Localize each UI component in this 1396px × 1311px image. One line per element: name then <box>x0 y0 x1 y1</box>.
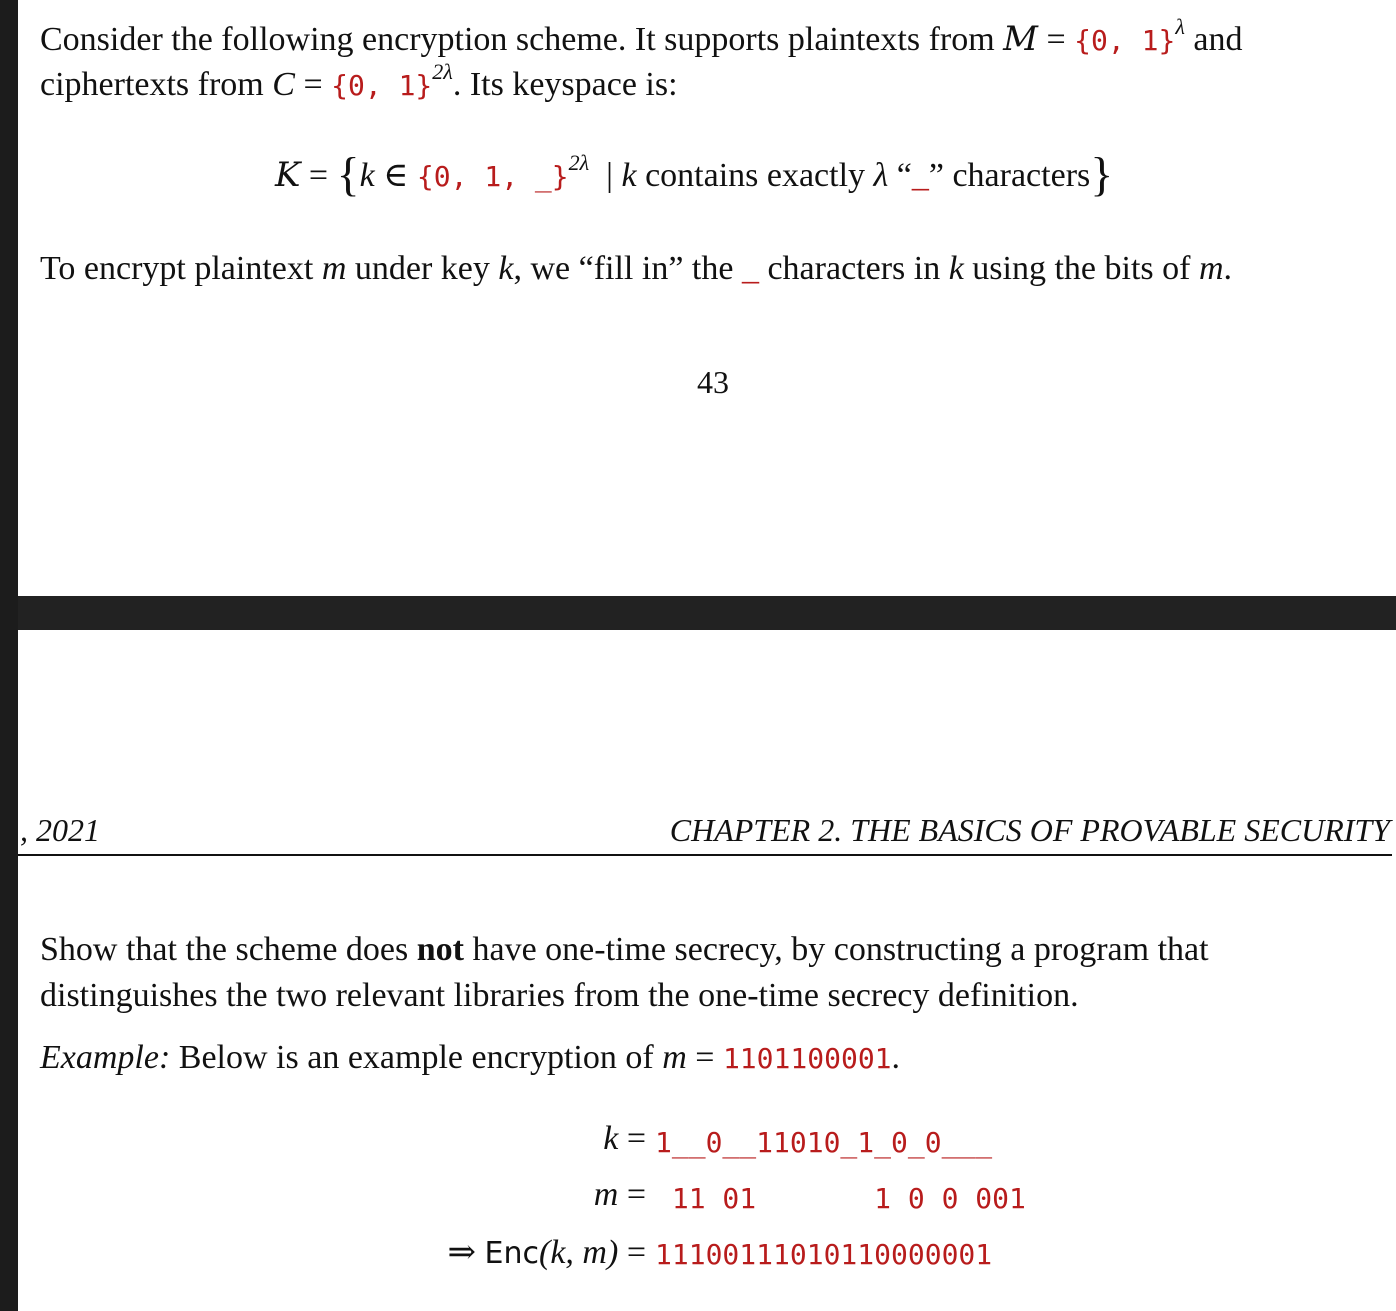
intro-text: Consider the following encryption scheme. It supports plaintexts from <box>40 21 995 58</box>
encrypt-description: To encrypt plaintext m under key k, we “fill in” the _ characters in k using the bits of m. <box>40 250 1233 287</box>
and-word: and <box>1193 21 1243 58</box>
m-var-2: m <box>1198 250 1224 287</box>
example-m-row <box>0 1176 1396 1222</box>
element-of-symbol: ∈ <box>383 157 409 194</box>
show-line-1 <box>40 927 1209 973</box>
example-m-value: 1101100001 <box>722 1042 892 1075</box>
m-value: 11 01 1 0 0 001 <box>655 1182 1026 1215</box>
show-text-a: Show that the scheme does <box>40 931 409 968</box>
encrypt-text-b: under key <box>354 250 490 287</box>
example-text: Below is an example encryption of <box>178 1039 654 1076</box>
show-text-b: have one-time secrecy, by constructing a program that <box>472 931 1209 968</box>
implies-arrow: ⇒ <box>447 1234 477 1271</box>
lambda-exponent: λ <box>1175 14 1185 39</box>
left-brace: { <box>336 148 360 201</box>
keyspace-symbol: K <box>275 155 301 195</box>
example-line: Example: Below is an example encryption of m = 1101100001. <box>40 1039 901 1076</box>
example-m-var: m <box>662 1039 687 1076</box>
show-line-2: distinguishes the two relevant libraries from the one-time secrecy definition. <box>40 977 1079 1014</box>
quote-open: “ <box>896 157 912 194</box>
example-enc-row <box>0 1232 1396 1278</box>
key-var-2: k <box>621 157 637 194</box>
keyspace-equation: K = {k ∈ {0, 1, _}$^{2\lambda}$ | k contains exactly λ “_” characters} <box>275 148 1114 201</box>
enc-function: Enc <box>484 1236 540 1271</box>
enc-args: (k, m) <box>539 1234 619 1271</box>
k-var: k <box>498 250 514 287</box>
ciphertexts-text: ciphertexts from <box>40 66 264 103</box>
k-value: 1__0__11010_1_0_0___ <box>655 1126 993 1159</box>
encrypt-text-d: characters in <box>767 250 941 287</box>
key-alphabet: {0, 1, _} <box>416 160 569 193</box>
right-brace: } <box>1090 148 1114 201</box>
header-rule <box>18 854 1392 856</box>
left-margin-bar <box>0 0 18 1311</box>
m-label: m <box>593 1176 619 1213</box>
example-label: Example: <box>40 1039 171 1076</box>
encrypt-text-a: To encrypt plaintext <box>40 250 314 287</box>
not-emphasis: not <box>416 931 464 968</box>
lambda-var: λ <box>873 157 889 194</box>
k-var-2: k <box>948 250 964 287</box>
page-gap <box>18 596 1396 630</box>
enc-value: 11100111010110000001 <box>655 1238 993 1271</box>
intro-line-1: Consider the following encryption scheme. It supports plaintexts from M = {0, 1}$^\lambda$ and <box>40 14 1243 59</box>
enc-lhs: ⇒ Enc(k, m) = <box>447 1234 646 1271</box>
encrypt-text-c: , we “fill in” the <box>513 250 734 287</box>
m-var: m <box>321 250 347 287</box>
cipher-space-symbol: C <box>272 66 295 103</box>
bit-set: {0, 1} <box>1074 24 1176 57</box>
underscore-char-2: _ <box>741 250 759 287</box>
bit-set-2: {0, 1} <box>331 69 433 102</box>
page-number: 43 <box>697 364 729 400</box>
message-space-symbol: M <box>1003 19 1038 59</box>
key-var: k <box>359 157 375 194</box>
intro-line-2: ciphertexts from C = {0, 1}$^{2\lambda}$. Its keyspace is: <box>40 59 678 103</box>
key-length-exponent: 2λ <box>568 150 590 175</box>
example-k-row <box>0 1120 1396 1166</box>
k-lhs: k = <box>603 1120 646 1157</box>
encrypt-text-e: using the bits of <box>972 250 1191 287</box>
two-lambda-exponent: 2λ <box>432 59 453 84</box>
characters-text: ” characters <box>928 157 1091 194</box>
header-left: , 2021 <box>20 812 100 848</box>
underscore-char: _ <box>911 157 929 194</box>
condition-text: contains exactly <box>645 157 866 194</box>
keyspace-text: . Its keyspace is: <box>452 66 678 103</box>
header-chapter-title: CHAPTER 2. THE BASICS OF PROVABLE SECURITY <box>669 812 1390 848</box>
k-label: k <box>603 1120 619 1157</box>
m-lhs: m = <box>593 1176 646 1213</box>
